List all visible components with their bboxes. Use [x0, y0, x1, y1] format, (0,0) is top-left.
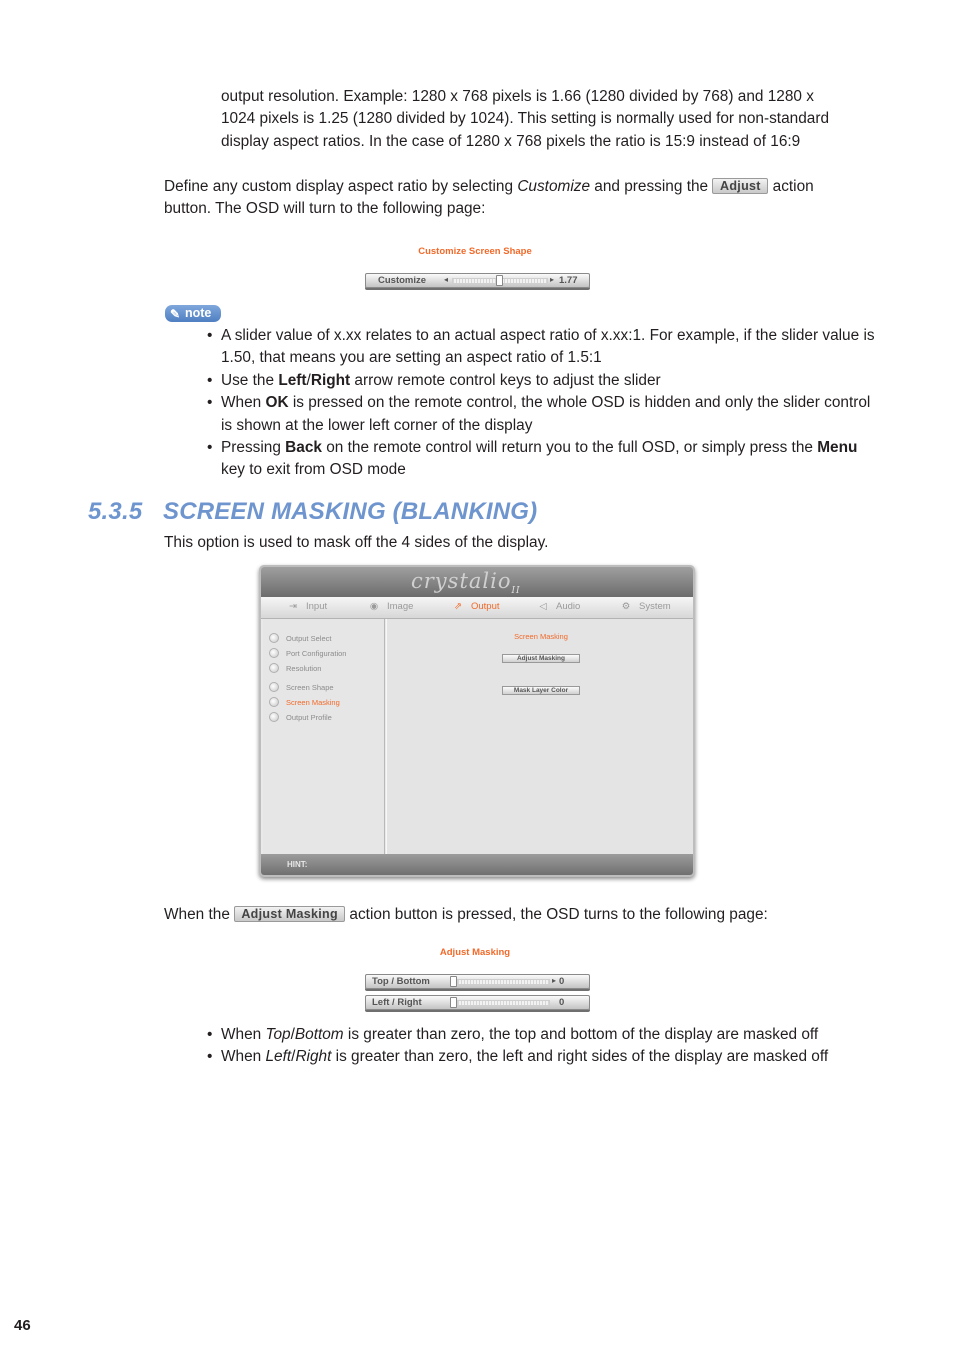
- arrow-right-icon: ▸: [550, 275, 555, 284]
- list-item: • Pressing Back on the remote control will return you to the full OSD, or simply press the Menu key to exit from OSD mode: [207, 437, 877, 482]
- intro-line: 1024 pixels is 1.25 (1280 divided by 1024). This setting is normally used for non-standard: [221, 110, 829, 128]
- radio-icon: [269, 697, 279, 707]
- tab-output[interactable]: ⇗ Output: [450, 601, 500, 612]
- tab-audio[interactable]: ◁ Audio: [535, 601, 580, 612]
- osd-menu: [263, 619, 385, 854]
- tab-input[interactable]: ⇥ Input: [285, 601, 327, 612]
- slider-label: Left / Right: [372, 997, 422, 1008]
- adjust-masking-button-icon: Adjust Masking: [234, 906, 345, 922]
- output-icon: ⇗: [454, 601, 462, 612]
- page-number: 46: [14, 1317, 31, 1334]
- slider-label: Top / Bottom: [372, 976, 430, 987]
- left-right-slider[interactable]: [365, 995, 590, 1010]
- slider-thumb[interactable]: [496, 275, 503, 286]
- osd-hint: HINT:: [287, 860, 308, 869]
- customize-osd-title: Customize Screen Shape: [418, 246, 532, 257]
- eye-icon: ◉: [369, 601, 379, 612]
- section-number: 5.3.5: [88, 498, 143, 525]
- crystalio-logo: crystalio$_{II}$: [411, 569, 521, 597]
- list-item: • Use the Left/Right arrow remote control keys to adjust the slider: [207, 370, 877, 392]
- slider-value: 0: [559, 976, 565, 987]
- note-badge: ✎ note: [165, 305, 221, 322]
- input-icon: ⇥: [289, 601, 297, 612]
- slider-thumb[interactable]: [450, 976, 457, 987]
- radio-icon: [269, 663, 279, 673]
- radio-icon: [269, 633, 279, 643]
- list-item: • When OK is pressed on the remote control, the whole OSD is hidden and only the slider control is shown at the lower left corner of the display: [207, 392, 877, 437]
- adjust-button-icon: Adjust: [712, 178, 768, 194]
- osd-content: [386, 619, 694, 854]
- intro-paragraph: [221, 86, 881, 153]
- menu-item-screen-masking[interactable]: Screen Masking: [269, 697, 340, 707]
- radio-icon: [269, 648, 279, 658]
- customize-slider[interactable]: [365, 273, 590, 288]
- menu-item-port-configuration[interactable]: Port Configuration: [269, 648, 346, 658]
- section-title: SCREEN MASKING (BLANKING): [163, 498, 538, 525]
- slider-label: Customize: [378, 275, 427, 286]
- osd-tab-bar: [261, 597, 693, 619]
- osd-header: [261, 567, 693, 597]
- radio-icon: [269, 712, 279, 722]
- osd-panel-title: Screen Masking: [514, 632, 568, 641]
- gear-icon: ⚙: [621, 601, 631, 612]
- customize-paragraph: Define any custom display aspect ratio by selecting Customize and pressing the Adjust action button. The OSD will turn to the following page:: [164, 178, 814, 218]
- slider-track: [457, 979, 550, 985]
- tab-system[interactable]: ⚙ System: [618, 601, 671, 612]
- pencil-icon: ✎: [170, 307, 181, 321]
- menu-item-output-profile[interactable]: Output Profile: [269, 712, 332, 722]
- mask-layer-color-button[interactable]: Mask Layer Color: [502, 686, 580, 695]
- adjust-paragraph: When the Adjust Masking action button is pressed, the OSD turns to the following page:: [164, 906, 768, 923]
- slider-track: [457, 1000, 550, 1006]
- radio-icon: [269, 682, 279, 692]
- menu-item-resolution[interactable]: Resolution: [269, 663, 321, 673]
- arrow-right-icon: ▸: [552, 976, 557, 985]
- menu-item-screen-shape[interactable]: Screen Shape: [269, 682, 334, 692]
- masking-list: [207, 1024, 897, 1069]
- tab-image[interactable]: ◉ Image: [366, 601, 413, 612]
- osd-screenshot: [259, 565, 695, 877]
- list-item: • When Left/Right is greater than zero, the left and right sides of the display are masked off: [207, 1046, 897, 1068]
- list-item: • A slider value of x.xx relates to an actual aspect ratio of x.xx:1. For example, if the slider value is 1.50, that means you are setting an aspect ratio of 1.5:1: [207, 325, 877, 370]
- section-intro: This option is used to mask off the 4 sides of the display.: [164, 534, 549, 551]
- slider-thumb[interactable]: [450, 997, 457, 1008]
- arrow-left-icon: ◂: [444, 275, 449, 284]
- intro-line: output resolution. Example: 1280 x 768 pixels is 1.66 (1280 divided by 768) and 1280 x: [221, 88, 814, 105]
- intro-line: display aspect ratios. In the case of 1280 x 768 pixels the ratio is 15:9 instead of 16:9: [221, 132, 801, 150]
- list-item: • When Top/Bottom is greater than zero, the top and bottom of the display are masked off: [207, 1024, 897, 1046]
- speaker-icon: ◁: [539, 601, 547, 612]
- adjust-masking-button[interactable]: Adjust Masking: [502, 654, 580, 663]
- menu-item-output-select[interactable]: Output Select: [269, 633, 331, 643]
- osd-footer: [261, 854, 693, 877]
- slider-value: 1.77: [559, 275, 578, 286]
- top-bottom-slider[interactable]: [365, 974, 590, 989]
- section-heading: [88, 498, 537, 526]
- note-list: [207, 325, 877, 482]
- slider-value: 0: [559, 997, 565, 1008]
- adjust-osd-title: Adjust Masking: [439, 947, 511, 958]
